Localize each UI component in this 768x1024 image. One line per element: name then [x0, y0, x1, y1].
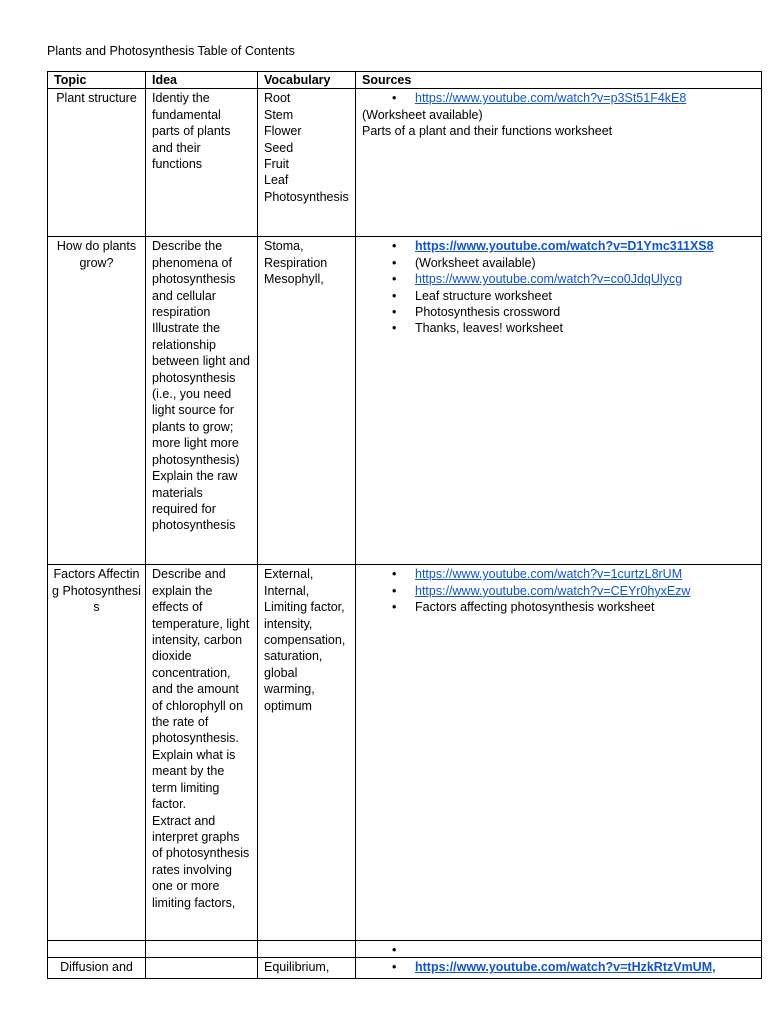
header-idea: Idea	[146, 72, 258, 89]
vocab-term: Seed	[264, 140, 294, 155]
idea-paragraph: Explain the raw materials required for photosynthesis	[152, 469, 238, 533]
list-item	[415, 583, 756, 599]
video-link[interactable]: https://www.youtube.com/watch?v=p3St51F4kE8	[415, 91, 687, 106]
sources-list	[362, 90, 756, 106]
video-link[interactable]: https://www.youtube.com/watch?v=CEYr0hyxEzw	[415, 583, 691, 598]
list-item: • Factors affecting photosynthesis worksheet	[415, 599, 756, 615]
vocab-term: Stem	[264, 107, 294, 122]
document-title: Plants and Photosynthesis Table of Contents	[47, 44, 295, 58]
sources-list	[362, 959, 756, 975]
source-note: (Worksheet available)	[362, 107, 483, 122]
header-row	[48, 72, 762, 89]
sources-cell	[356, 941, 762, 958]
sources-cell	[356, 958, 762, 978]
list-item	[415, 566, 756, 582]
sources-cell	[356, 565, 762, 941]
source-note: Parts of a plant and their functions worksheet	[362, 124, 613, 139]
idea-cell	[146, 941, 258, 958]
header-topic: Topic	[48, 72, 146, 89]
idea-paragraph: Illustrate the relationship between light and photosynthesis (i.e., you need light source for plants to grow; more light more photosynthesis)	[152, 321, 250, 467]
topic-cell	[48, 941, 146, 958]
vocab-cell	[258, 89, 356, 237]
idea-paragraph: Extract and interpret graphs of photosynthesis rates involving one or more limiting factors,	[152, 813, 250, 910]
list-item	[415, 238, 756, 254]
header-sources: Sources	[356, 72, 762, 89]
video-link[interactable]: https://www.youtube.com/watch?v=tHzkRtzVmUM,	[415, 960, 716, 975]
list-item: • Photosynthesis crossword	[415, 304, 756, 320]
vocab-term: Respiration	[264, 255, 328, 270]
idea-cell: Identiy the fundamental parts of plants and their functions	[146, 89, 258, 237]
topic-cell: How do plants grow?	[48, 237, 146, 565]
vocab-term: Root	[264, 91, 291, 106]
video-link[interactable]: https://www.youtube.com/watch?v=D1Ymc311XS8	[415, 239, 714, 254]
list-item	[415, 271, 756, 287]
vocab-cell: External, Internal, Limiting factor, intensity, compensation, saturation, global warming, optimum	[258, 565, 356, 941]
vocab-cell: Equilibrium,	[258, 958, 356, 978]
idea-cell	[146, 958, 258, 978]
idea-cell	[146, 237, 258, 565]
vocab-term: Leaf	[264, 173, 289, 188]
table-row	[48, 237, 762, 565]
topic-cell: Plant structure	[48, 89, 146, 237]
idea-paragraph: Describe the phenomena of photosynthesis and cellular respiration	[152, 239, 236, 320]
vocab-term: Mesophyll,	[264, 272, 324, 287]
idea-cell	[146, 565, 258, 941]
list-item	[415, 90, 756, 106]
topic-cell: Diffusion and	[48, 958, 146, 978]
vocab-cell	[258, 237, 356, 565]
video-link[interactable]: https://www.youtube.com/watch?v=1curtzL8rUM	[415, 567, 683, 582]
table-row	[48, 89, 762, 237]
idea-paragraph: Explain what is meant by the term limiting factor.	[152, 747, 236, 812]
table-row	[48, 565, 762, 941]
vocab-term: Stoma,	[264, 239, 304, 254]
video-link[interactable]: https://www.youtube.com/watch?v=co0JdqUlycg	[415, 272, 683, 287]
sources-cell	[356, 237, 762, 565]
list-item: • Leaf structure worksheet	[415, 288, 756, 304]
table-row	[48, 958, 762, 978]
vocab-term: Fruit	[264, 157, 289, 172]
sources-list	[362, 238, 756, 336]
vocab-term: Flower	[264, 124, 302, 139]
topic-cell: Factors Affecting Photosynthesis	[48, 565, 146, 941]
idea-paragraph: Describe and explain the effects of temperature, light intensity, carbon dioxide concentration, and the amount of chlorophyll on the rate of photosynthesis.	[152, 567, 250, 746]
header-vocabulary: Vocabulary	[258, 72, 356, 89]
list-item: • (Worksheet available)	[415, 255, 756, 271]
list-item: • Thanks, leaves! worksheet	[415, 320, 756, 336]
vocab-term: Photosynthesis	[264, 189, 349, 204]
sources-list	[362, 566, 756, 615]
contents-table	[47, 71, 762, 979]
sources-cell	[356, 89, 762, 237]
table-row	[48, 941, 762, 958]
list-item	[415, 959, 756, 975]
vocab-cell	[258, 941, 356, 958]
